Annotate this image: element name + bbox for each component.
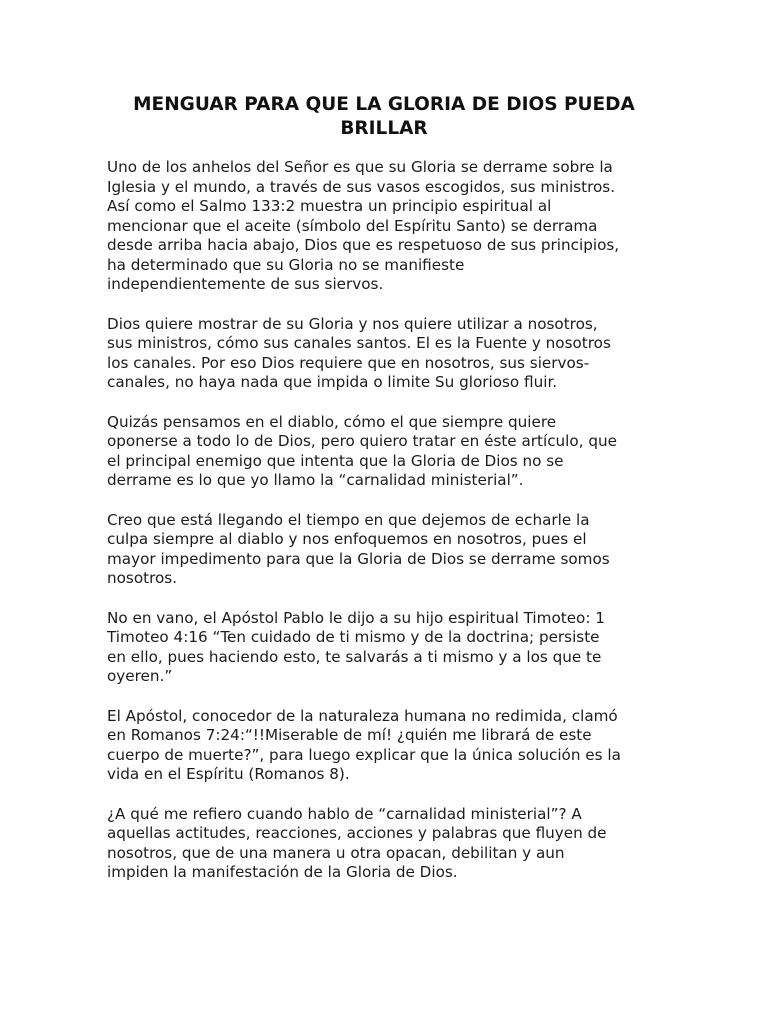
text-line: canales, no haya nada que impida o limite Su glorioso fluir. — [107, 373, 558, 391]
text-line: sus ministros, cómo sus canales santos. El es la Fuente y nosotros — [107, 334, 611, 352]
text-line: derrame es lo que yo llamo la “carnalidad ministerial”. — [107, 471, 524, 489]
text-line: desde arriba hacia abajo, Dios que es respetuoso de sus principios, — [107, 236, 620, 254]
text-line: Uno de los anhelos del Señor es que su Gloria se derrame sobre la — [107, 158, 613, 176]
title-line: MENGUAR PARA QUE LA GLORIA DE DIOS PUEDA — [133, 94, 635, 115]
text-line: impiden la manifestación de la Gloria de Dios. — [107, 863, 458, 881]
text-line: Así como el Salmo 133:2 muestra un principio espiritual al — [107, 197, 552, 215]
text-line: el principal enemigo que intenta que la Gloria de Dios no se — [107, 451, 564, 470]
text-line: independientemente de sus siervos. — [107, 275, 384, 293]
paragraph — [107, 609, 667, 687]
text-line: nosotros, que de una manera u otra opacan, debilitan y aun — [107, 843, 565, 862]
paragraph — [107, 805, 667, 883]
text-line: cuerpo de muerte?”, para luego explicar que la única solución es la — [107, 745, 621, 764]
text-line: culpa siempre al diablo y nos enfoquemos en nosotros, pues el — [107, 530, 587, 548]
paragraph — [107, 315, 667, 393]
document-body — [107, 158, 667, 903]
paragraph — [107, 158, 667, 295]
text-line: mayor impedimento para que la Gloria de Dios se derrame somos — [107, 549, 610, 568]
text-line: ¿A qué me refiero cuando hablo de “carnalidad ministerial”? A — [107, 804, 582, 823]
text-line: Iglesia y el mundo, a través de sus vasos escogidos, sus ministros. — [107, 177, 616, 196]
text-line: oponerse a todo lo de Dios, pero quiero tratar en éste artículo, que — [107, 432, 617, 450]
text-line: aquellas actitudes, reacciones, acciones y palabras que fluyen de — [107, 824, 607, 842]
text-line: Quizás pensamos en el diablo, cómo el que siempre quiere — [107, 412, 557, 431]
text-line: Timoteo 4:16 “Ten cuidado de ti mismo y de la doctrina; persiste — [107, 628, 600, 646]
paragraph — [107, 511, 667, 589]
text-line: oyeren.” — [107, 667, 173, 685]
text-line: ha determinado que su Gloria no se manifieste — [107, 255, 465, 274]
text-line: nosotros. — [107, 569, 178, 587]
text-line: vida en el Espíritu (Romanos 8). — [107, 765, 350, 783]
text-line: El Apóstol, conocedor de la naturaleza humana no redimida, clamó — [107, 706, 618, 725]
paragraph — [107, 707, 667, 785]
text-line: en ello, pues haciendo esto, te salvarás a ti mismo y a los que te — [107, 647, 602, 666]
text-line: Creo que está llegando el tiempo en que dejemos de echarle la — [107, 510, 590, 529]
text-line: mencionar que el aceite (símbolo del Espíritu Santo) se derrama — [107, 216, 598, 235]
text-line: en Romanos 7:24:“!!Miserable de mí! ¿quién me librará de este — [107, 726, 592, 744]
text-line: los canales. Por eso Dios requiere que en nosotros, sus siervos- — [107, 353, 590, 372]
text-line: No en vano, el Apóstol Pablo le dijo a su hijo espiritual Timoteo: 1 — [107, 608, 605, 627]
text-line: Dios quiere mostrar de su Gloria y nos quiere utilizar a nosotros, — [107, 314, 598, 333]
paragraph — [107, 413, 667, 491]
document-title — [104, 93, 664, 141]
title-line: BRILLAR — [340, 118, 428, 139]
